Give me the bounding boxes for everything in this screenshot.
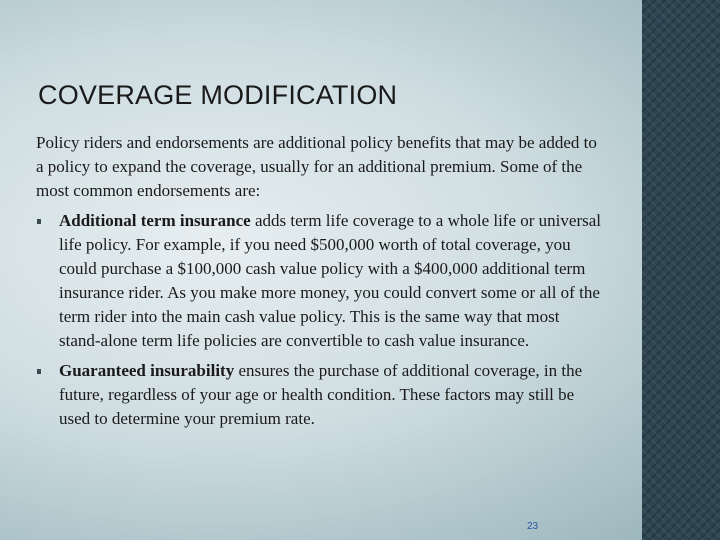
bullet-icon [37,219,41,224]
decorative-sidebar [642,0,720,540]
list-item [36,359,602,431]
list-item [36,209,602,353]
slide-title: COVERAGE MODIFICATION [38,80,398,110]
endorsement-list [36,209,602,431]
bullet-term: Guaranteed insurability [59,361,235,380]
slide-body [36,131,602,437]
bullet-term: Additional term insurance [59,211,251,230]
bullet-icon [37,369,41,374]
bullet-text: ensures the purchase of additional coverage, in the future, regardless of your age or health condition. These factors may still be used to determine your premium rate. [59,361,583,428]
intro-paragraph: Policy riders and endorsements are additional policy benefits that may be added to a policy to expand the coverage, usually for an additional premium. Some of the most common endorsements are: [36,133,597,200]
page-number: 23 [527,521,539,532]
bullet-text: adds term life coverage to a whole life or universal life policy. For example, if you need $500,000 worth of total coverage, you could purchase a $100,000 cash value policy with a $400,000 additional term insurance rider. As you make more money, you could convert some or all of the term rider into the main cash value policy. This is the same way that most stand-alone term life policies are convertible to cash value insurance. [59,211,601,350]
